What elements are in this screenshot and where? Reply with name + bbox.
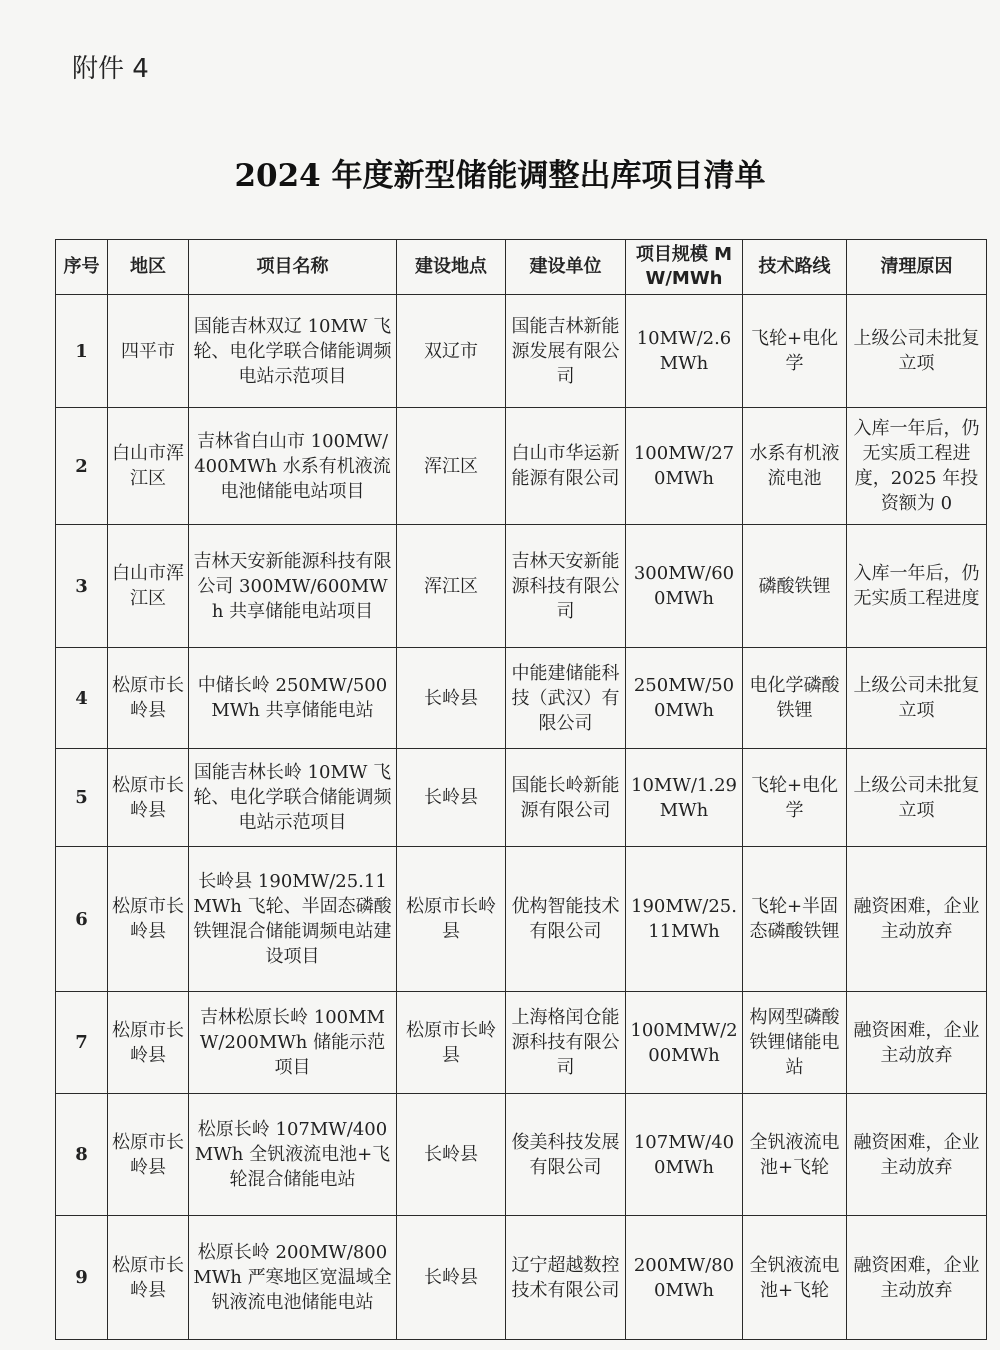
cell-project-name: 吉林松原长岭 100MMW/200MWh 储能示范项目 <box>189 992 397 1094</box>
table-row <box>56 749 987 847</box>
cell-location: 长岭县 <box>397 648 506 749</box>
cell-project-name: 松原长岭 107MW/400MWh 全钒液流电池+飞轮混合储能电站 <box>189 1094 397 1216</box>
cell-seq: 3 <box>56 525 108 648</box>
page-title: 2024 年度新型储能调整出库项目清单 <box>234 158 766 194</box>
cell-seq: 6 <box>56 847 108 992</box>
cell-scale: 200MW/800MWh <box>626 1216 743 1340</box>
table-row <box>56 295 987 408</box>
cell-location: 长岭县 <box>397 749 506 847</box>
cell-reason: 上级公司未批复立项 <box>847 648 987 749</box>
cell-scale: 190MW/25.11MWh <box>626 847 743 992</box>
table-row <box>56 992 987 1094</box>
cell-builder: 优构智能技术有限公司 <box>506 847 626 992</box>
cell-builder: 中能建储能科技（武汉）有限公司 <box>506 648 626 749</box>
cell-scale: 250MW/500MWh <box>626 648 743 749</box>
header-builder: 建设单位 <box>506 240 626 295</box>
cell-reason: 融资困难，企业主动放弃 <box>847 1216 987 1340</box>
cell-scale: 100MW/270MWh <box>626 408 743 525</box>
table-row <box>56 408 987 525</box>
cell-reason: 入库一年后，仍无实质工程进度，2025 年投资额为 0 <box>847 408 987 525</box>
cell-reason: 融资困难，企业主动放弃 <box>847 847 987 992</box>
cell-region: 白山市浑江区 <box>108 525 189 648</box>
cell-project-name: 吉林省白山市 100MW/400MWh 水系有机液流电池储能电站项目 <box>189 408 397 525</box>
cell-location: 双辽市 <box>397 295 506 408</box>
cell-builder: 白山市华运新能源有限公司 <box>506 408 626 525</box>
cell-builder: 俊美科技发展有限公司 <box>506 1094 626 1216</box>
cell-region: 松原市长岭县 <box>108 1094 189 1216</box>
header-location: 建设地点 <box>397 240 506 295</box>
cell-location: 长岭县 <box>397 1094 506 1216</box>
attachment-label: 附件 4 <box>72 54 149 84</box>
cell-region: 白山市浑江区 <box>108 408 189 525</box>
cell-tech-route: 水系有机液流电池 <box>743 408 847 525</box>
cell-tech-route: 全钒液流电池+飞轮 <box>743 1094 847 1216</box>
project-table <box>55 239 987 1340</box>
cell-scale: 100MMW/200MWh <box>626 992 743 1094</box>
cell-reason: 融资困难，企业主动放弃 <box>847 992 987 1094</box>
cell-project-name: 长岭县 190MW/25.11MWh 飞轮、半固态磷酸铁锂混合储能调频电站建设项目 <box>189 847 397 992</box>
cell-project-name: 国能吉林双辽 10MW 飞轮、电化学联合储能调频电站示范项目 <box>189 295 397 408</box>
table-row <box>56 525 987 648</box>
cell-tech-route: 全钒液流电池+飞轮 <box>743 1216 847 1340</box>
cell-seq: 9 <box>56 1216 108 1340</box>
table-row <box>56 1216 987 1340</box>
cell-scale: 10MW/2.6MWh <box>626 295 743 408</box>
cell-location: 浑江区 <box>397 408 506 525</box>
cell-reason: 上级公司未批复立项 <box>847 295 987 408</box>
cell-tech-route: 电化学磷酸铁锂 <box>743 648 847 749</box>
header-scale: 项目规模 MW/MWh <box>626 240 743 295</box>
cell-project-name: 国能吉林长岭 10MW 飞轮、电化学联合储能调频电站示范项目 <box>189 749 397 847</box>
cell-builder: 国能长岭新能源有限公司 <box>506 749 626 847</box>
table-header-row <box>56 240 987 295</box>
cell-region: 松原市长岭县 <box>108 648 189 749</box>
cell-project-name: 中储长岭 250MW/500MWh 共享储能电站 <box>189 648 397 749</box>
header-reason: 清理原因 <box>847 240 987 295</box>
cell-seq: 7 <box>56 992 108 1094</box>
cell-seq: 5 <box>56 749 108 847</box>
cell-tech-route: 飞轮+电化学 <box>743 295 847 408</box>
cell-tech-route: 磷酸铁锂 <box>743 525 847 648</box>
cell-project-name: 松原长岭 200MW/800MWh 严寒地区宽温域全钒液流电池储能电站 <box>189 1216 397 1340</box>
cell-region: 松原市长岭县 <box>108 847 189 992</box>
cell-reason: 入库一年后，仍无实质工程进度 <box>847 525 987 648</box>
cell-seq: 4 <box>56 648 108 749</box>
cell-tech-route: 构网型磷酸铁锂储能电站 <box>743 992 847 1094</box>
cell-seq: 2 <box>56 408 108 525</box>
cell-builder: 辽宁超越数控技术有限公司 <box>506 1216 626 1340</box>
cell-reason: 上级公司未批复立项 <box>847 749 987 847</box>
cell-location: 松原市长岭县 <box>397 992 506 1094</box>
header-seq: 序号 <box>56 240 108 295</box>
header-tech-route: 技术路线 <box>743 240 847 295</box>
cell-scale: 10MW/1.29MWh <box>626 749 743 847</box>
cell-tech-route: 飞轮+电化学 <box>743 749 847 847</box>
cell-region: 松原市长岭县 <box>108 992 189 1094</box>
cell-tech-route: 飞轮+半固态磷酸铁锂 <box>743 847 847 992</box>
cell-location: 松原市长岭县 <box>397 847 506 992</box>
table-row <box>56 847 987 992</box>
cell-builder: 国能吉林新能源发展有限公司 <box>506 295 626 408</box>
header-project-name: 项目名称 <box>189 240 397 295</box>
header-region: 地区 <box>108 240 189 295</box>
cell-region: 四平市 <box>108 295 189 408</box>
cell-seq: 1 <box>56 295 108 408</box>
cell-reason: 融资困难，企业主动放弃 <box>847 1094 987 1216</box>
cell-scale: 300MW/600MWh <box>626 525 743 648</box>
table-row <box>56 648 987 749</box>
cell-region: 松原市长岭县 <box>108 1216 189 1340</box>
cell-builder: 吉林天安新能源科技有限公司 <box>506 525 626 648</box>
cell-seq: 8 <box>56 1094 108 1216</box>
table-row <box>56 1094 987 1216</box>
cell-scale: 107MW/400MWh <box>626 1094 743 1216</box>
cell-project-name: 吉林天安新能源科技有限公司 300MW/600MWh 共享储能电站项目 <box>189 525 397 648</box>
cell-region: 松原市长岭县 <box>108 749 189 847</box>
cell-location: 浑江区 <box>397 525 506 648</box>
cell-builder: 上海格闰仓能源科技有限公司 <box>506 992 626 1094</box>
cell-location: 长岭县 <box>397 1216 506 1340</box>
